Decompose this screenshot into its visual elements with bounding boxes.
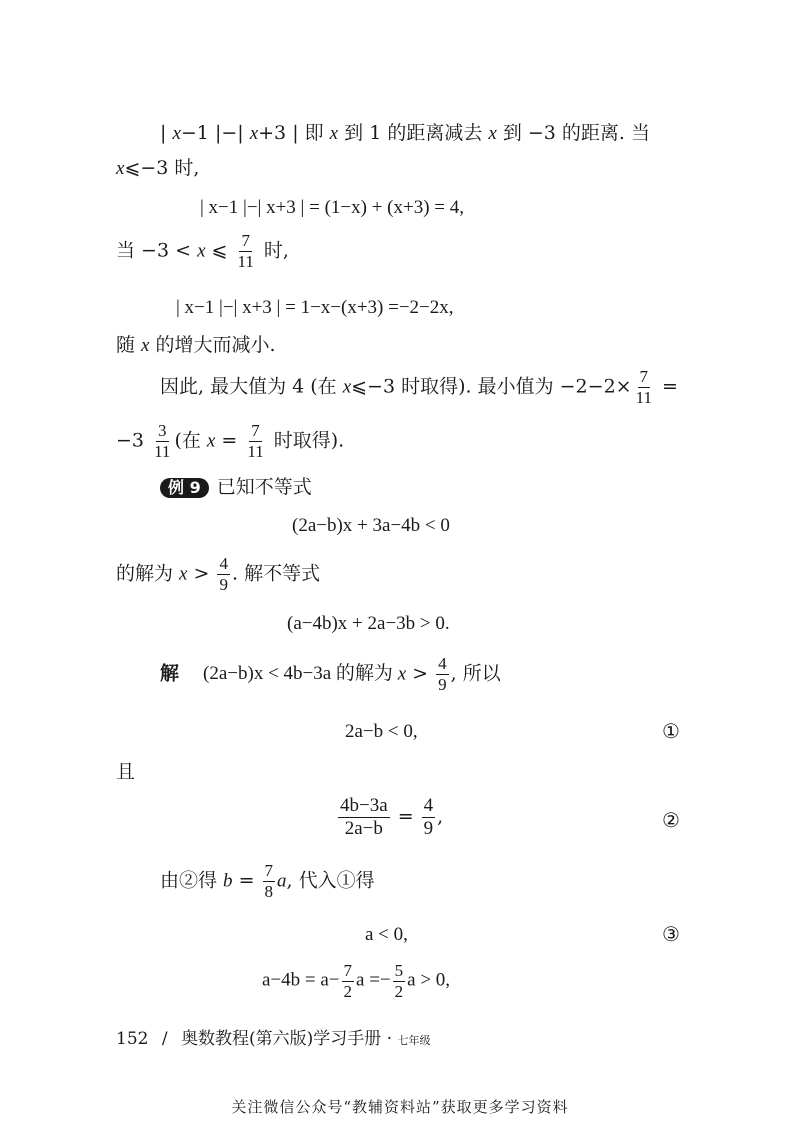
fraction: $\frac{4}{9}$ xyxy=(438,654,447,694)
equation-number-2: ② xyxy=(662,808,680,832)
text-line-6: 随 x 的增大而减小. xyxy=(116,334,276,356)
equation-line-16: $\frac{4b-3a}{2a-b}$ = $\frac{4}{9}$ , xyxy=(340,795,444,839)
footer-slash: / xyxy=(161,1029,168,1049)
equation-line-12: (a−4b)x + 2a−3b > 0. xyxy=(287,613,450,634)
fraction: $\frac{7}{11}$ xyxy=(247,421,264,461)
text-line-2: x⩽−3 时, xyxy=(116,157,200,179)
equation-line-18: a < 0, xyxy=(365,924,408,945)
text-line-17: 由②得 b = $\frac{7}{8}$ a, 代入①得 xyxy=(160,861,375,901)
text-line-11: 的解为 x > $\frac{4}{9}$ . 解不等式 xyxy=(116,554,321,594)
example-badge: 例 9 xyxy=(160,478,209,498)
book-title: 奥数教程(第六版)学习手册 xyxy=(181,1029,382,1049)
equation-line-19: a−4b = a− $\frac{7}{2}$ a =− $\frac{5}{2}$ a > 0, xyxy=(262,961,451,1001)
footer-dot: · xyxy=(386,1029,393,1049)
fraction: $\frac{7}{2}$ xyxy=(343,961,353,1001)
equation-line-10: (2a−b)x + 3a−4b < 0 xyxy=(292,515,450,536)
fraction: $\frac{7}{11}$ xyxy=(237,231,254,271)
equation-number-1: ① xyxy=(662,719,680,743)
text-line-4: 当 −3 < x ⩽ $\frac{7}{11}$ 时, xyxy=(116,231,289,271)
fraction: $\frac{4}{9}$ xyxy=(423,795,434,839)
example-heading: 例 9 已知不等式 xyxy=(160,478,312,498)
page-footer xyxy=(116,1024,430,1049)
text-line-8: −3 $\frac{3}{11}$ (在 x = $\frac{7}{11}$ 时取得). xyxy=(116,421,345,461)
text-line-7: 因此, 最大值为 4 (在 x⩽−3 时取得). 最小值为 −2−2× $\frac{7}{11}$ = xyxy=(160,367,678,407)
equation-line-14: 2a−b < 0, xyxy=(345,721,418,742)
page-number: 152 xyxy=(116,1029,149,1049)
fraction: $\frac{5}{2}$ xyxy=(394,961,404,1001)
equation-line-5: | x−1 |−| x+3 | = 1−x−(x+3) =−2−2x, xyxy=(176,297,454,318)
text-line-15: 且 xyxy=(116,761,136,783)
equation-line-3: | x−1 |−| x+3 | = (1−x) + (x+3) = 4, xyxy=(200,197,464,218)
fraction: $\frac{4b-3a}{2a-b}$ xyxy=(340,795,388,839)
equation-number-3: ③ xyxy=(662,922,680,946)
text-line-1: | x−1 |−| x+3 | 即 x 到 1 的距离减去 x 到 −3 的距离. 当 xyxy=(160,122,651,144)
watermark-text: 关注微信公众号“教辅资料站”获取更多学习资料 xyxy=(231,1098,569,1116)
fraction: $\frac{7}{8}$ xyxy=(264,861,274,901)
fraction: $\frac{4}{9}$ xyxy=(219,554,228,594)
fraction: $\frac{7}{11}$ xyxy=(635,367,652,407)
text-line-13: 解 (2a−b)x < 4b−3a 的解为 x > $\frac{4}{9}$ , 所以 xyxy=(160,654,501,694)
grade-label: 七年级 xyxy=(397,1034,431,1047)
fraction: $\frac{3}{11}$ xyxy=(154,421,171,461)
solution-label: 解 xyxy=(160,662,180,685)
